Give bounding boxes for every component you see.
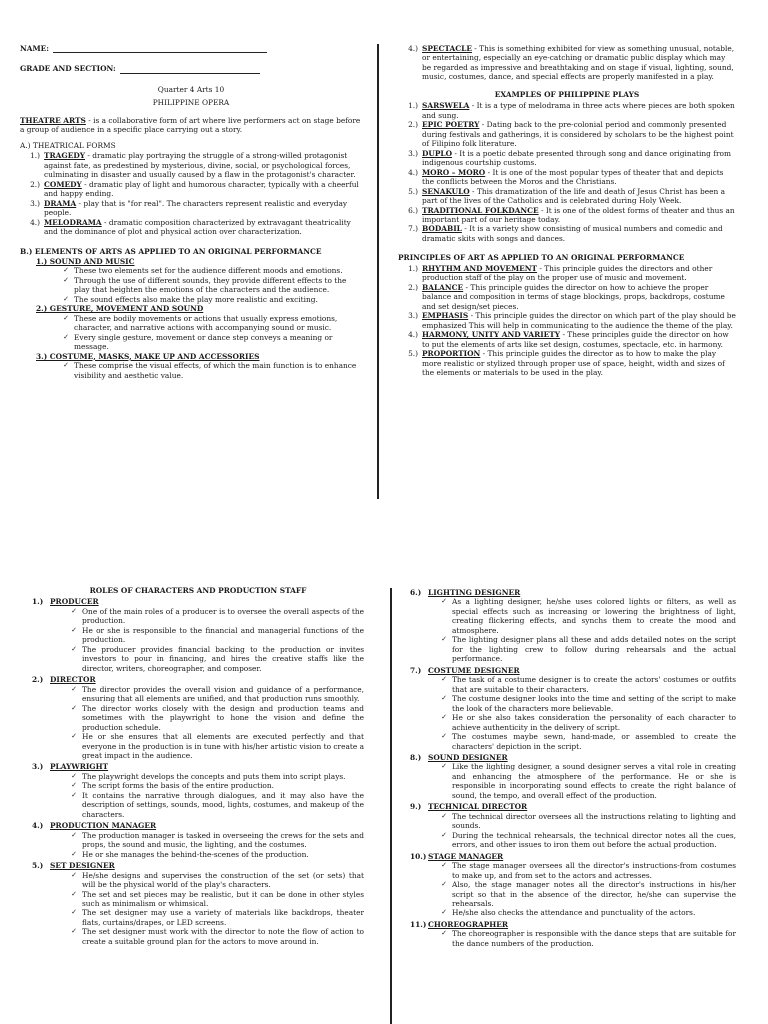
list-item: 4.) MORO – MORO - It is one of the most popular types of theater that and depicts the conflicts between the Moros and the Christians. <box>408 167 724 187</box>
column-divider <box>377 44 379 499</box>
role-choreographer: 11.) CHOREOGRAPHER ✓ The choreographer is responsible with the dance steps that are suitable for the dance numbers of the production. <box>410 919 736 948</box>
name-line <box>20 44 362 53</box>
list-item: 3.) EMPHASIS - This principle guides the director on which part of the play should be emphasized This will help in communicating to the audience the theme of the play. <box>408 311 736 330</box>
list-item: 2.) BALANCE - This principle guides the director on how to achieve the proper balance and composition in terms of stage blockings, props, backdrops, costume and set design/set pieces. <box>408 282 725 311</box>
page-2-left-column <box>32 586 364 1024</box>
check-icon: ✓ <box>63 313 69 322</box>
check-icon: ✓ <box>71 849 77 858</box>
check-icon: ✓ <box>441 811 447 820</box>
list-item: 4.) HARMONY, UNITY AND VARIETY - These principles guide the director on how to put the elements of arts like set design, costumes, spectacle, etc. in harmony. <box>408 330 729 349</box>
element-group: 2.) GESTURE, MOVEMENT AND SOUND ✓ These are bodily movements or actions that usually express emotions, character, and narrative actions with accompanying sound or music. ✓ Every single gesture, movement or dance step conveys a meaning or message. <box>36 304 338 352</box>
theatre-arts-definition: THEATRE ARTS - is a collaborative form of art where live performers act on stage before a group of audience in a specific place carrying out a story. <box>20 115 361 135</box>
role-lighting-designer: 6.) LIGHTING DESIGNER ✓ As a lighting designer, he/she uses colored lights or filters, as well as special effects such as increasing or lowering the brightness of light, creating flickering effects, and synchs them to create the mood and atmosphere. ✓ The lighting designer plans all these and adds detailed notes on the script for the lighting crew to follow during rehearsals and the actual performance. <box>410 588 736 664</box>
name-label: NAME: <box>20 44 50 53</box>
list-item: 3.) DRAMA - play that is "for real". The characters represent realistic and everyday people. <box>30 198 348 218</box>
list-item: 5.) PROPORTION - This principle guides the director as to how to make the play more realistic or stylized through proper use of space, height, width and sizes of the elements or materials to be used in the play. <box>408 349 725 377</box>
check-icon: ✓ <box>441 635 447 644</box>
check-icon: ✓ <box>71 771 77 780</box>
theatrical-forms-list <box>20 151 362 236</box>
role-technical-director: 9.) TECHNICAL DIRECTOR ✓ The technical director oversees all the instructions relating to lighting and sounds. ✓ During the technical rehearsals, the technical director notes all the cues, errors, and other issues to iron them out before the actual production. <box>410 802 736 850</box>
quarter-label: Quarter 4 Arts 10 <box>157 84 225 94</box>
check-icon: ✓ <box>441 762 447 771</box>
check-icon: ✓ <box>441 732 447 741</box>
column-divider <box>390 588 392 1024</box>
check-icon: ✓ <box>71 889 77 898</box>
grade-label: GRADE AND SECTION: <box>20 64 116 74</box>
page-2-right-column <box>410 586 736 1024</box>
principles-list <box>398 264 736 378</box>
check-icon: ✓ <box>441 675 447 684</box>
check-icon: ✓ <box>441 713 447 722</box>
spectacle-item <box>398 44 736 82</box>
role-sound-designer: 8.) SOUND DESIGNER ✓ Like the lighting designer, a sound designer serves a vital role in creating and enhancing the atmosphere of the performance. He or she is responsible in incorporating sound effects to create the right balance of sound, the tempo, and overall effect of the production. <box>410 752 736 800</box>
check-icon: ✓ <box>71 606 77 615</box>
grade-line <box>20 64 362 73</box>
check-icon: ✓ <box>63 332 69 341</box>
check-icon: ✓ <box>71 830 77 839</box>
grade-blank <box>120 65 260 74</box>
check-icon: ✓ <box>71 684 77 693</box>
check-icon: ✓ <box>71 908 77 917</box>
list-item: 7.) BODABIL - It is a variety show consisting of musical numbers and comedic and dramatic skits with songs and dances. <box>408 224 723 243</box>
role-stage-manager: 10.) STAGE MANAGER ✓ The stage manager oversees all the director's instructions-from costumes to make up, and from set to the actors and actresses. ✓ Also, the stage manager notes all the director's instructions in his/her script so that in the absence of the director, he/she can supervise the rehearsals. ✓ He/she also checks the attendance and punctuality of the actors. <box>410 851 736 918</box>
role-playwright: 3.) PLAYWRIGHT ✓ The playwright develops the concepts and puts them into script plays. ✓ The script forms the basis of the entire production. ✓ It contains the narrative through dialogues, and it may also have the description of settings, sounds, mood, lights, costumes, and makeup of the characters. <box>32 762 364 819</box>
list-item: 2.) EPIC POETRY - Dating back to the pre-colonial period and commonly presented during festivals and gatherings, it is considered by scholars to be the highest point of Filipino folk literature. <box>408 120 734 149</box>
document-title: PHILIPPINE OPERA <box>152 98 230 108</box>
check-icon: ✓ <box>441 929 447 938</box>
check-icon: ✓ <box>441 908 447 917</box>
page-1-left-column <box>20 44 362 484</box>
list-item: 3.) DUPLO - It is a poetic debate presented through song and dance originating from indigenous courtship customs. <box>408 148 731 168</box>
check-icon: ✓ <box>71 781 77 790</box>
check-icon: ✓ <box>63 275 69 284</box>
check-icon: ✓ <box>441 861 447 870</box>
check-icon: ✓ <box>71 870 77 879</box>
roles-heading: ROLES OF CHARACTERS AND PRODUCTION STAFF <box>89 586 307 595</box>
list-item: 1.) TRAGEDY - dramatic play portraying the struggle of a strong-willed protagonist against fate, as predestined by mysterious, divine, social, or psychological forces, culminating in disaster and usually caused by a flaw in the protagonist's character. <box>30 151 356 180</box>
role-producer: 1.) PRODUCER ✓ One of the main roles of a producer is to oversee the overall aspects of the production. ✓ He or she is responsible to the financial and managerial functions of the production. ✓ The producer provides financial backing to the production or invites investors to pour in financing, and hires the creative staffs like the director, writers, choreographer, and composer. <box>32 597 364 673</box>
examples-list <box>398 101 736 243</box>
examples-heading: EXAMPLES OF PHILIPPINE PLAYS <box>494 89 640 99</box>
check-icon: ✓ <box>71 790 77 799</box>
check-icon: ✓ <box>71 927 77 936</box>
check-icon: ✓ <box>63 266 69 275</box>
list-item: 5.) SENAKULO - This dramatization of the life and death of Jesus Christ has been a part of the lives of the Catholics and is celebrated during Holy Week. <box>408 186 726 206</box>
name-blank <box>53 44 267 53</box>
list-item: 4.) MELODRAMA - dramatic composition characterized by extravagant theatricality and the dominance of plot and physical action over characterization. <box>30 217 351 237</box>
check-icon: ✓ <box>441 880 447 889</box>
check-icon: ✓ <box>71 625 77 634</box>
list-item: 4.) SPECTACLE - This is something exhibited for view as something unusual, notable, or entertaining, especially an eye-catching or dramatic public display which may be regarded as impressive and breathtaking and on stage if visual, lighting, sound, music, costumes, dance, and special effects are properly manifested in a play. <box>408 44 735 82</box>
check-icon: ✓ <box>63 294 69 303</box>
check-icon: ✓ <box>441 694 447 703</box>
page-1-right-column <box>398 44 736 496</box>
list-item: 1.) RHYTHM AND MOVEMENT - This principle guides the directors and other production staff of the play on the proper use of music and movement. <box>408 263 713 283</box>
role-production-manager: 4.) PRODUCTION MANAGER ✓ The production manager is tasked in overseeing the crews for the sets and props, the sound and music, the lighting, and the costumes. ✓ He or she manages the behind-the-scenes of the production. <box>32 821 364 859</box>
check-icon: ✓ <box>63 361 69 370</box>
check-icon: ✓ <box>71 644 77 653</box>
elements-heading: B.) ELEMENTS OF ARTS AS APPLIED TO AN ORIGINAL PERFORMANCE <box>20 246 322 256</box>
element-group: 3.) COSTUME, MASKS, MAKE UP AND ACCESSORIES ✓ These comprise the visual effects, of which the main function is to enhance visibility and aesthetic value. <box>36 351 357 380</box>
check-icon: ✓ <box>441 597 447 606</box>
role-director: 2.) DIRECTOR ✓ The director provides the overall vision and guidance of a performance, ensuring that all elements are unified, and that production runs smoothly. ✓ The director works closely with the design and production teams and sometimes with the playwright to hone the vision and define the production schedule. ✓ He or she ensures that all elements are executed perfectly and that everyone in the production is in tune with his/her artistic vision to create a great impact in the audience. <box>32 675 364 760</box>
list-item: 6.) TRADITIONAL FOLKDANCE - It is one of the oldest forms of theater and thus an important part of our heritage today. <box>408 205 735 224</box>
theatrical-forms-heading: A.) THEATRICAL FORMS <box>20 140 116 150</box>
role-set-designer: 5.) SET DESIGNER ✓ He/she designs and supervises the construction of the set (or sets) that will be the physical world of the play's characters. ✓ The set and set pieces may be realistic, but it can be done in other styles such as minimalism or whimsical. ✓ The set designer may use a variety of materials like backdrops, theater flats, curtains/drapes, or LED screens. ✓ The set designer must work with the director to note the flow of action to create a suitable ground plan for the actors to move around in. <box>32 861 364 946</box>
list-item: 1.) SARSWELA - It is a type of melodrama in three acts where pieces are both spoken and sung. <box>408 101 735 120</box>
principles-heading: PRINCIPLES OF ART AS APPLIED TO AN ORIGINAL PERFORMANCE <box>398 253 685 263</box>
check-icon: ✓ <box>71 732 77 741</box>
role-costume-designer: 7.) COSTUME DESIGNER ✓ The task of a costume designer is to create the actors' costumes or outfits that are suitable to their characters. ✓ The costume designer looks into the time and setting of the script to make the look of the characters more believable. ✓ He or she also takes consideration the personality of each character to achieve authenticity in the delivery of script. ✓ The costumes maybe sewn, hand-made, or assembled to create the characters' depiction in the script. <box>410 665 736 751</box>
check-icon: ✓ <box>441 830 447 839</box>
element-group: 1.) SOUND AND MUSIC ✓ These two elements set for the audience different moods and emotions. ✓ Through the use of different sounds, they provide different effects to the play that heighten the emotions of the characters and the audience. ✓ The sound effects also make the play more realistic and exciting. <box>36 256 347 304</box>
check-icon: ✓ <box>71 703 77 712</box>
list-item: 2.) COMEDY - dramatic play of light and humorous character, typically with a cheerful and happy ending. <box>30 179 359 199</box>
